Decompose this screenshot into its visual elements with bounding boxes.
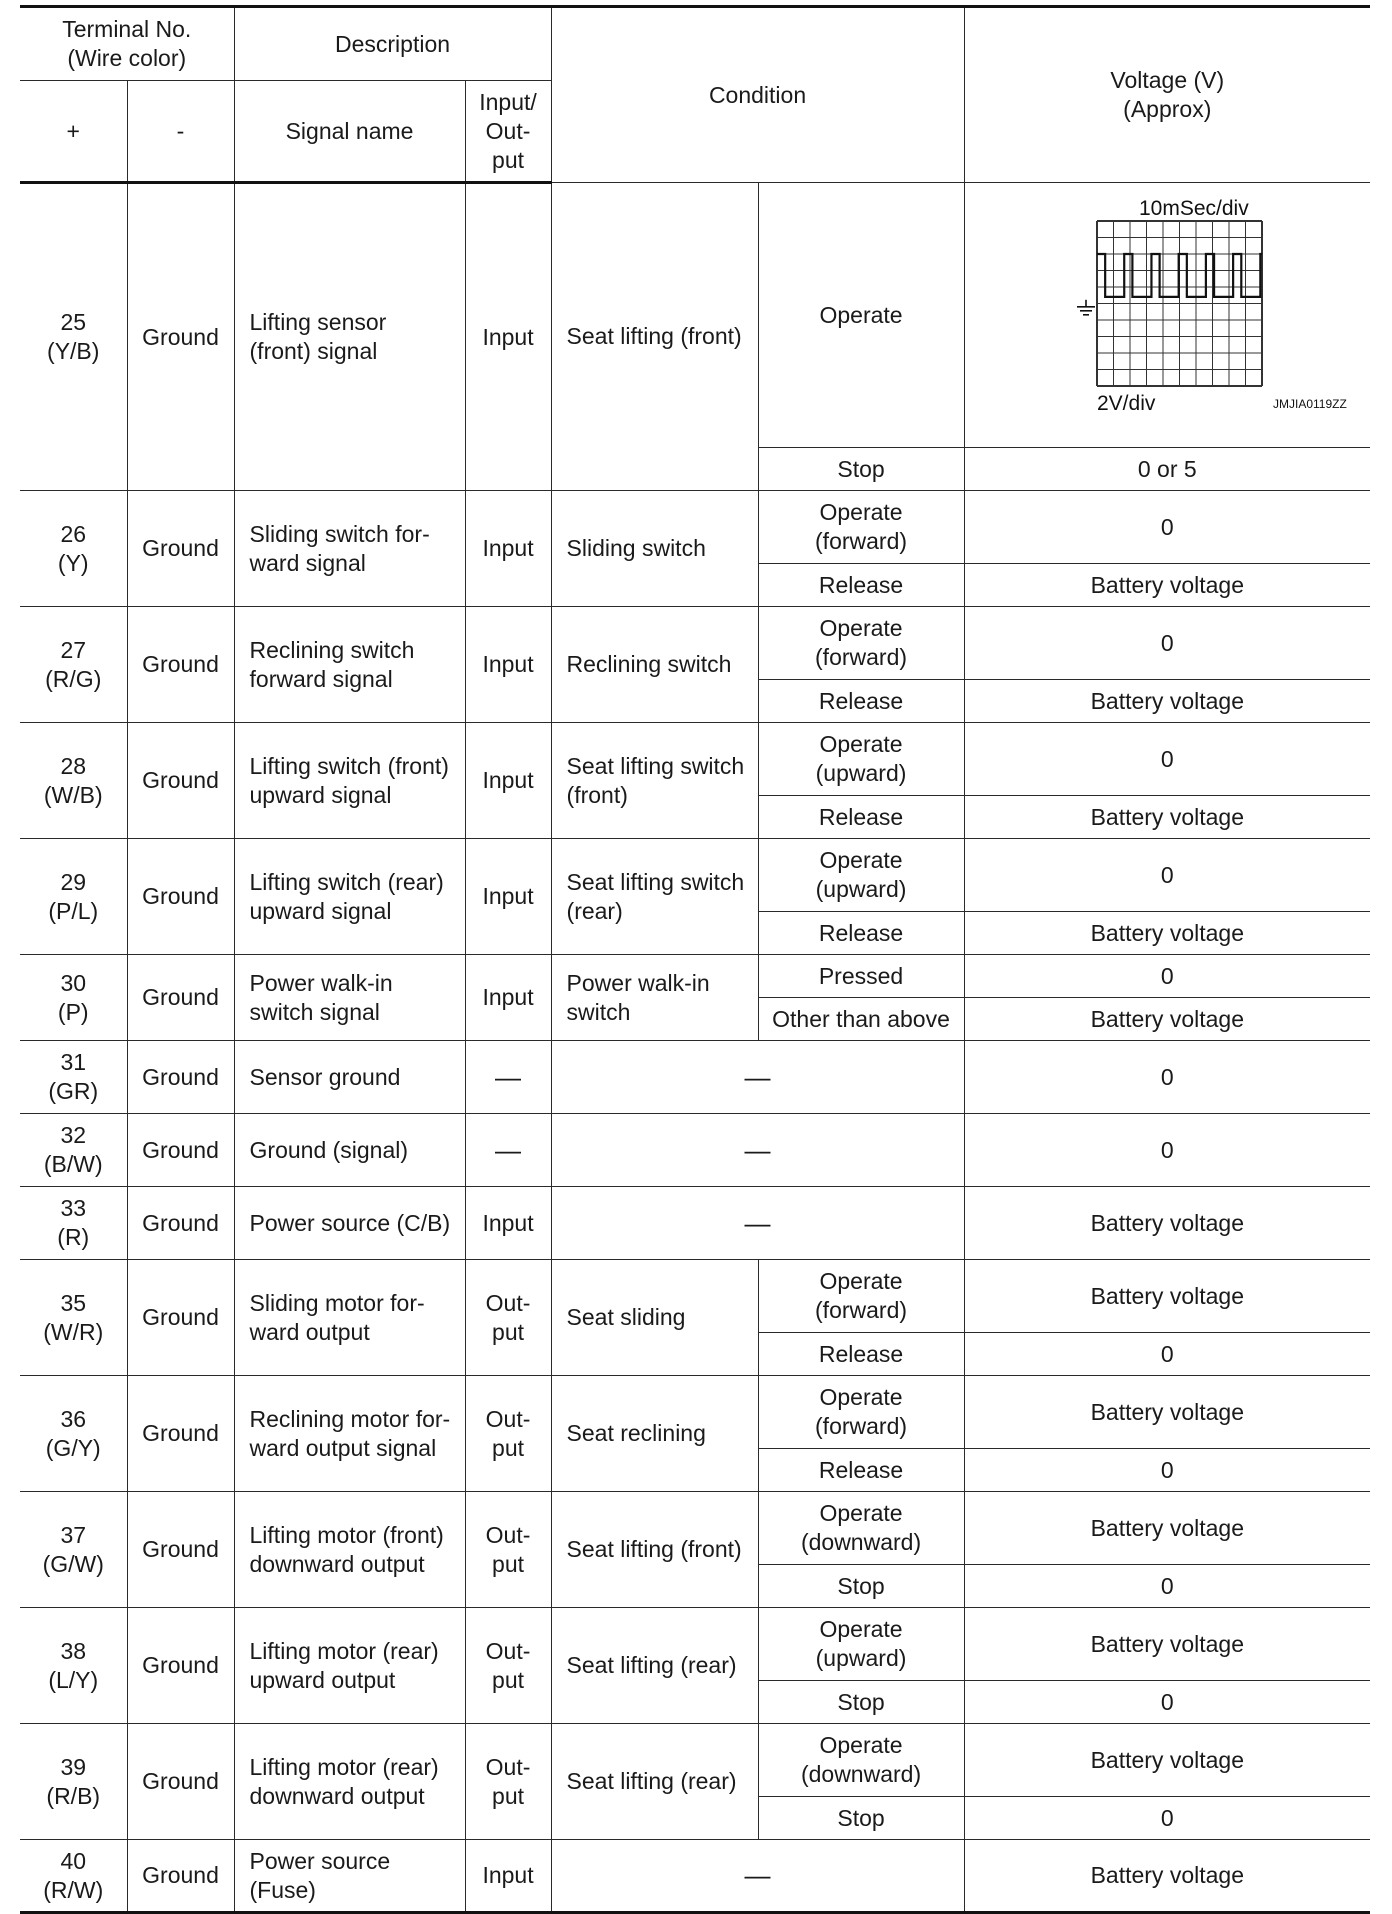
text-line: Reclining switch bbox=[566, 651, 732, 677]
signal-name-cell bbox=[234, 1840, 465, 1913]
text-line: Lifting sensor bbox=[249, 309, 387, 335]
condition-cell bbox=[551, 1260, 758, 1376]
text-line: Input bbox=[482, 883, 534, 909]
table-row bbox=[20, 1608, 1370, 1681]
wire-color: (R) bbox=[57, 1224, 90, 1250]
text-line: upward signal bbox=[249, 781, 392, 808]
minus-cell: Ground bbox=[127, 183, 234, 491]
condition-state bbox=[758, 1333, 964, 1376]
terminal-number: 29 bbox=[60, 868, 87, 895]
terminal-cell bbox=[20, 1840, 127, 1913]
signal-name-cell bbox=[234, 1724, 465, 1840]
io-cell bbox=[465, 1376, 551, 1492]
text-line: (downward) bbox=[800, 1529, 922, 1555]
text-line: Out- bbox=[485, 1289, 531, 1316]
text-line: Seat lifting (rear) bbox=[566, 1652, 737, 1678]
terminal-cell bbox=[20, 1492, 127, 1608]
voltage-cell: Battery voltage bbox=[964, 1608, 1370, 1681]
io-cell bbox=[465, 607, 551, 723]
condition-state bbox=[758, 1565, 964, 1608]
text-line: Operate bbox=[819, 847, 903, 873]
text-line: Lifting motor (rear) bbox=[249, 1753, 439, 1780]
minus-cell: Ground bbox=[127, 1041, 234, 1114]
condition-state bbox=[758, 1492, 964, 1565]
wire-color: (P/L) bbox=[48, 897, 99, 924]
text-line: (upward) bbox=[815, 760, 907, 786]
volt-div-label: 2V/div bbox=[1097, 392, 1156, 415]
condition-state bbox=[758, 1376, 964, 1449]
text-line: Operate bbox=[819, 1732, 903, 1758]
condition-state bbox=[758, 1608, 964, 1681]
terminal-cell bbox=[20, 1260, 127, 1376]
text-line: Out- bbox=[485, 1405, 531, 1432]
voltage-cell bbox=[964, 183, 1370, 448]
wire-color: (Y/B) bbox=[47, 338, 100, 364]
terminal-table-container bbox=[20, 5, 1370, 1914]
text-line: ward output bbox=[249, 1318, 370, 1345]
text-line: Release bbox=[818, 1456, 904, 1483]
io-cell bbox=[465, 1041, 551, 1114]
text-line: put bbox=[492, 1550, 525, 1577]
text-line: Input bbox=[482, 535, 534, 561]
terminal-cell bbox=[20, 1187, 127, 1260]
io-cell bbox=[465, 839, 551, 955]
text-line: Input bbox=[482, 767, 534, 793]
voltage-cell: 0 bbox=[964, 491, 1370, 564]
minus-cell: Ground bbox=[127, 955, 234, 1041]
text-line: Operate bbox=[819, 1616, 903, 1642]
condition-cell bbox=[551, 1608, 758, 1724]
signal-name-cell bbox=[234, 723, 465, 839]
io-cell bbox=[465, 1492, 551, 1608]
signal-name-cell bbox=[234, 955, 465, 1041]
text-line: (forward) bbox=[815, 1413, 908, 1439]
voltage-cell: Battery voltage bbox=[964, 1187, 1370, 1260]
text-line: Input bbox=[482, 651, 534, 677]
text-line: (downward) bbox=[800, 1761, 922, 1787]
text-line: Lifting switch (rear) bbox=[249, 868, 444, 895]
terminal-number: 37 bbox=[60, 1521, 87, 1548]
text-line: Seat sliding bbox=[566, 1304, 686, 1330]
text-line: (forward) bbox=[815, 1297, 908, 1323]
terminal-cell bbox=[20, 839, 127, 955]
condition-state bbox=[758, 1681, 964, 1724]
minus-cell: Ground bbox=[127, 1840, 234, 1913]
text-line: switch signal bbox=[249, 998, 380, 1025]
io-cell bbox=[465, 1608, 551, 1724]
voltage-cell: 0 bbox=[964, 955, 1370, 998]
io-cell bbox=[465, 1724, 551, 1840]
text-line: downward output bbox=[249, 1550, 425, 1577]
wire-color: (W/B) bbox=[43, 781, 103, 808]
table-row bbox=[20, 1187, 1370, 1260]
text-line: put bbox=[492, 1782, 525, 1809]
condition-state bbox=[758, 183, 964, 448]
voltage-cell: 0 bbox=[964, 1041, 1370, 1114]
table-row bbox=[20, 839, 1370, 912]
text-line: (front) bbox=[566, 781, 628, 808]
wire-color: (GR) bbox=[48, 1078, 99, 1104]
terminal-cell bbox=[20, 491, 127, 607]
header-description: Description bbox=[234, 7, 551, 81]
table-row bbox=[20, 491, 1370, 564]
condition-state bbox=[758, 448, 964, 491]
text-line: Input bbox=[482, 984, 534, 1010]
terminal-cell bbox=[20, 1376, 127, 1492]
table-row bbox=[20, 1376, 1370, 1449]
header-signal-name: Signal name bbox=[234, 81, 465, 183]
condition-state bbox=[758, 564, 964, 607]
condition-cell bbox=[551, 723, 758, 839]
voltage-cell: Battery voltage bbox=[964, 1376, 1370, 1449]
text-line: Reclining switch bbox=[249, 636, 415, 663]
minus-cell: Ground bbox=[127, 1724, 234, 1840]
condition-state bbox=[758, 1449, 964, 1492]
text-line: Operate bbox=[819, 1384, 903, 1410]
text-line: Other than above bbox=[772, 1005, 950, 1032]
text-line: Operate bbox=[819, 1500, 903, 1526]
wire-color: (P) bbox=[57, 998, 89, 1025]
text-line: upward signal bbox=[249, 897, 392, 924]
voltage-cell: 0 bbox=[964, 839, 1370, 912]
voltage-cell: 0 bbox=[964, 1681, 1370, 1724]
text-line: (front) signal bbox=[249, 338, 378, 364]
condition-state bbox=[758, 723, 964, 796]
text-line: Power walk-in bbox=[249, 969, 393, 996]
condition-cell: — bbox=[551, 1840, 964, 1913]
condition-cell bbox=[551, 183, 758, 491]
text-line: switch bbox=[566, 998, 631, 1025]
text-line: Reclining motor for- bbox=[249, 1405, 451, 1432]
header-io bbox=[465, 81, 551, 183]
io-cell bbox=[465, 955, 551, 1041]
io-cell bbox=[465, 491, 551, 607]
signal-name-cell bbox=[234, 1376, 465, 1492]
header-io-line: Out- bbox=[485, 117, 531, 144]
text-line: Seat reclining bbox=[566, 1420, 706, 1446]
text-line: (upward) bbox=[815, 1645, 907, 1671]
condition-cell: — bbox=[551, 1041, 964, 1114]
condition-state bbox=[758, 1260, 964, 1333]
text-line: Stop bbox=[837, 1804, 885, 1831]
text-line: Release bbox=[818, 919, 904, 946]
text-line: put bbox=[492, 1666, 525, 1693]
terminal-number: 33 bbox=[60, 1195, 87, 1221]
table-row bbox=[20, 1041, 1370, 1114]
text-line: put bbox=[492, 1318, 525, 1345]
condition-state bbox=[758, 839, 964, 912]
terminal-number: 26 bbox=[60, 520, 87, 547]
header-plus: + bbox=[20, 81, 127, 183]
text-line: Lifting motor (rear) bbox=[249, 1637, 439, 1664]
wire-color: (R/W) bbox=[43, 1876, 104, 1903]
header-terminal bbox=[20, 7, 234, 81]
terminal-cell bbox=[20, 1724, 127, 1840]
signal-name-cell bbox=[234, 1114, 465, 1187]
header-io-line: put bbox=[492, 146, 525, 173]
condition-cell bbox=[551, 1376, 758, 1492]
text-line: Input bbox=[482, 323, 534, 350]
wire-color: (R/B) bbox=[46, 1782, 101, 1809]
condition-cell bbox=[551, 607, 758, 723]
text-line: Release bbox=[818, 571, 904, 598]
voltage-cell: 0 bbox=[964, 1333, 1370, 1376]
terminal-cell bbox=[20, 1608, 127, 1724]
minus-cell: Ground bbox=[127, 1608, 234, 1724]
signal-name-cell bbox=[234, 1260, 465, 1376]
text-line: Stop bbox=[837, 455, 885, 482]
text-line: Sliding motor for- bbox=[249, 1289, 425, 1316]
text-line: Out- bbox=[485, 1521, 531, 1548]
condition-state bbox=[758, 912, 964, 955]
text-line: Operate bbox=[819, 301, 903, 328]
voltage-cell: Battery voltage bbox=[964, 998, 1370, 1041]
text-line: Operate bbox=[819, 731, 903, 757]
io-cell bbox=[465, 183, 551, 491]
terminal-number: 28 bbox=[60, 752, 87, 779]
header-io-line: Input/ bbox=[479, 88, 537, 115]
condition-cell: — bbox=[551, 1187, 964, 1260]
voltage-cell: 0 bbox=[964, 1797, 1370, 1840]
table-row bbox=[20, 1724, 1370, 1797]
minus-cell: Ground bbox=[127, 607, 234, 723]
terminal-number: 32 bbox=[60, 1122, 87, 1148]
voltage-cell: 0 bbox=[964, 1114, 1370, 1187]
waveform-graph bbox=[1017, 195, 1348, 435]
voltage-cell: 0 or 5 bbox=[964, 448, 1370, 491]
text-line: (rear) bbox=[566, 897, 623, 924]
text-line: Release bbox=[818, 1340, 904, 1367]
table-row bbox=[20, 955, 1370, 998]
io-cell bbox=[465, 1840, 551, 1913]
terminal-cell bbox=[20, 1041, 127, 1114]
voltage-cell: Battery voltage bbox=[964, 1260, 1370, 1333]
condition-state bbox=[758, 680, 964, 723]
terminal-number: 40 bbox=[60, 1847, 87, 1874]
waveform-trace bbox=[1097, 254, 1262, 297]
wire-color: (R/G) bbox=[45, 665, 102, 692]
time-div-label: 10mSec/div bbox=[1139, 197, 1249, 220]
text-line: Seat lifting switch bbox=[566, 868, 745, 895]
text-line: Release bbox=[818, 803, 904, 830]
minus-cell: Ground bbox=[127, 723, 234, 839]
wire-color: (Y) bbox=[57, 549, 89, 576]
text-line: (Fuse) bbox=[249, 1876, 316, 1903]
signal-name-cell bbox=[234, 491, 465, 607]
text-line: Pressed bbox=[818, 962, 904, 989]
terminal-number: 38 bbox=[60, 1637, 87, 1664]
text-line: forward signal bbox=[249, 665, 393, 692]
signal-name-cell bbox=[234, 1187, 465, 1260]
condition-cell bbox=[551, 1492, 758, 1608]
text-line: Sliding switch for- bbox=[249, 520, 430, 547]
condition-state bbox=[758, 998, 964, 1041]
voltage-cell: Battery voltage bbox=[964, 680, 1370, 723]
text-line: Lifting switch (front) bbox=[249, 752, 449, 779]
condition-state bbox=[758, 607, 964, 680]
minus-cell: Ground bbox=[127, 839, 234, 955]
minus-cell: Ground bbox=[127, 1492, 234, 1608]
text-line: Stop bbox=[837, 1688, 885, 1715]
io-cell bbox=[465, 1260, 551, 1376]
text-line: Out- bbox=[485, 1753, 531, 1780]
terminal-cell bbox=[20, 607, 127, 723]
waveform-grid bbox=[1097, 221, 1262, 386]
wire-color: (L/Y) bbox=[48, 1666, 99, 1693]
header-voltage bbox=[964, 7, 1370, 183]
text-line: ward output signal bbox=[249, 1434, 437, 1461]
voltage-cell: Battery voltage bbox=[964, 912, 1370, 955]
text-line: — bbox=[495, 1134, 522, 1165]
wire-color: (G/Y) bbox=[45, 1434, 101, 1461]
text-line: put bbox=[492, 1434, 525, 1461]
table-body bbox=[20, 183, 1370, 1913]
condition-cell bbox=[551, 491, 758, 607]
signal-name-cell bbox=[234, 607, 465, 723]
text-line: Power source (C/B) bbox=[249, 1209, 451, 1236]
terminal-number: 39 bbox=[60, 1753, 87, 1780]
text-line: — bbox=[495, 1061, 522, 1092]
text-line: Out- bbox=[485, 1637, 531, 1664]
text-line: ward signal bbox=[249, 549, 366, 576]
text-line: (forward) bbox=[815, 644, 908, 670]
text-line: Seat lifting switch bbox=[566, 752, 745, 779]
wire-color: (W/R) bbox=[43, 1318, 104, 1345]
terminal-number: 30 bbox=[60, 969, 87, 996]
text-line: Sensor ground bbox=[249, 1063, 401, 1090]
text-line: Input bbox=[482, 1862, 534, 1888]
terminal-number: 35 bbox=[60, 1289, 87, 1316]
minus-cell: Ground bbox=[127, 1187, 234, 1260]
text-line: Release bbox=[818, 687, 904, 714]
terminal-cell bbox=[20, 955, 127, 1041]
text-line: upward output bbox=[249, 1666, 396, 1693]
header-wire-color: (Wire color) bbox=[67, 45, 187, 71]
header-minus: - bbox=[127, 81, 234, 183]
text-line: (upward) bbox=[815, 876, 907, 902]
terminal-number: 27 bbox=[60, 636, 87, 663]
voltage-cell: 0 bbox=[964, 1565, 1370, 1608]
table-row bbox=[20, 723, 1370, 796]
voltage-cell: Battery voltage bbox=[964, 796, 1370, 839]
signal-name-cell bbox=[234, 839, 465, 955]
io-cell bbox=[465, 1187, 551, 1260]
table-row bbox=[20, 1260, 1370, 1333]
terminal-cell bbox=[20, 183, 127, 491]
text-line: (forward) bbox=[815, 528, 908, 554]
io-cell bbox=[465, 723, 551, 839]
table-row bbox=[20, 1114, 1370, 1187]
header-voltage-approx: (Approx) bbox=[1123, 96, 1212, 122]
io-cell bbox=[465, 1114, 551, 1187]
text-line: Sliding switch bbox=[566, 535, 706, 561]
terminal-number: 36 bbox=[60, 1405, 87, 1432]
text-line: downward output bbox=[249, 1782, 425, 1809]
text-line: Stop bbox=[837, 1572, 885, 1599]
text-line: Lifting motor (front) bbox=[249, 1521, 444, 1548]
text-line: Input bbox=[482, 1209, 534, 1236]
condition-cell bbox=[551, 839, 758, 955]
figure-code: JMJIA0119ZZ bbox=[1273, 397, 1348, 411]
signal-name-cell bbox=[234, 1608, 465, 1724]
condition-state bbox=[758, 955, 964, 998]
text-line: Seat lifting (front) bbox=[566, 323, 742, 349]
signal-name-cell bbox=[234, 183, 465, 491]
condition-state bbox=[758, 1724, 964, 1797]
text-line: Power source bbox=[249, 1847, 391, 1874]
wire-color: (G/W) bbox=[42, 1550, 104, 1577]
condition-state bbox=[758, 796, 964, 839]
signal-name-cell bbox=[234, 1041, 465, 1114]
ground-icon bbox=[1077, 300, 1095, 315]
text-line: Operate bbox=[819, 615, 903, 641]
text-line: Power walk-in bbox=[566, 969, 710, 996]
table-row bbox=[20, 1492, 1370, 1565]
voltage-cell: Battery voltage bbox=[964, 564, 1370, 607]
terminal-cell bbox=[20, 723, 127, 839]
voltage-cell: 0 bbox=[964, 1449, 1370, 1492]
condition-cell bbox=[551, 1724, 758, 1840]
table-row bbox=[20, 607, 1370, 680]
minus-cell: Ground bbox=[127, 1114, 234, 1187]
table-row bbox=[20, 1840, 1370, 1913]
minus-cell: Ground bbox=[127, 1260, 234, 1376]
condition-state bbox=[758, 1797, 964, 1840]
header-terminal-no: Terminal No. bbox=[62, 16, 192, 42]
terminal-cell bbox=[20, 1114, 127, 1187]
text-line: Seat lifting (front) bbox=[566, 1536, 742, 1562]
terminal-number: 25 bbox=[60, 309, 87, 335]
condition-state bbox=[758, 491, 964, 564]
voltage-cell: Battery voltage bbox=[964, 1840, 1370, 1913]
text-line: Operate bbox=[819, 499, 903, 525]
voltage-cell: Battery voltage bbox=[964, 1492, 1370, 1565]
terminal-table bbox=[20, 5, 1370, 1914]
header-condition: Condition bbox=[551, 7, 964, 183]
voltage-cell: Battery voltage bbox=[964, 1724, 1370, 1797]
text-line: Operate bbox=[819, 1268, 903, 1294]
condition-cell bbox=[551, 955, 758, 1041]
minus-cell: Ground bbox=[127, 1376, 234, 1492]
minus-cell: Ground bbox=[127, 491, 234, 607]
voltage-cell: 0 bbox=[964, 723, 1370, 796]
signal-name-cell bbox=[234, 1492, 465, 1608]
terminal-number: 31 bbox=[60, 1049, 87, 1075]
table-row bbox=[20, 183, 1370, 448]
wire-color: (B/W) bbox=[43, 1151, 103, 1177]
text-line: Ground (signal) bbox=[249, 1136, 409, 1163]
voltage-cell: 0 bbox=[964, 607, 1370, 680]
text-line: Seat lifting (rear) bbox=[566, 1768, 737, 1794]
header-voltage-label: Voltage (V) bbox=[1110, 67, 1225, 93]
condition-cell: — bbox=[551, 1114, 964, 1187]
